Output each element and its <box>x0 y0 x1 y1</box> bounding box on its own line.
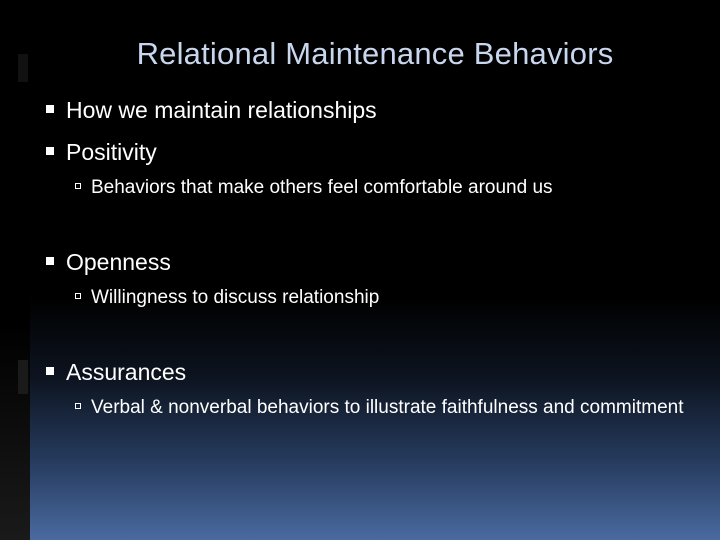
square-bullet-icon <box>46 147 54 155</box>
bullet-item <box>44 95 704 125</box>
slide-content <box>44 95 704 422</box>
hollow-square-bullet-icon <box>75 403 81 409</box>
bullet-text: How we maintain relationships <box>66 97 377 123</box>
bullet-text: Openness <box>66 249 171 275</box>
sub-bullet-item <box>44 393 704 422</box>
bullet-text: Positivity <box>66 139 157 165</box>
slide-title: Relational Maintenance Behaviors <box>136 36 614 71</box>
sub-bullet-text: Behaviors that make others feel comfortable around us <box>91 177 553 198</box>
square-bullet-icon <box>46 257 54 265</box>
bullet-text: Assurances <box>66 359 187 385</box>
sub-bullet-item <box>44 283 704 312</box>
bullet-item <box>44 357 704 387</box>
bullet-item <box>44 137 704 167</box>
left-decorative-strip <box>0 0 30 540</box>
slide <box>30 0 720 540</box>
decorative-block <box>18 360 28 394</box>
sub-bullet-text: Verbal & nonverbal behaviors to illustrate faithfulness and commitment <box>91 397 684 418</box>
square-bullet-icon <box>46 367 54 375</box>
square-bullet-icon <box>46 105 54 113</box>
decorative-block <box>18 54 28 82</box>
hollow-square-bullet-icon <box>75 293 81 299</box>
sub-bullet-item <box>44 173 704 202</box>
hollow-square-bullet-icon <box>75 183 81 189</box>
sub-bullet-text: Willingness to discuss relationship <box>91 287 380 308</box>
bullet-item <box>44 247 704 277</box>
